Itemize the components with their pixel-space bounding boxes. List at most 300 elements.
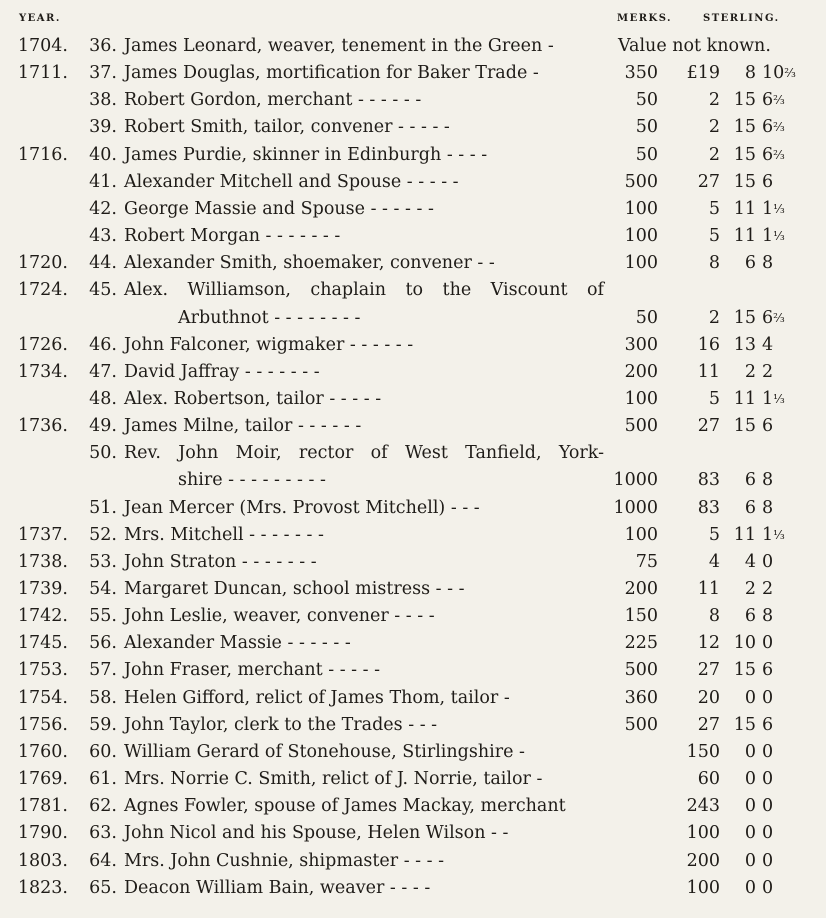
row-pounds: 2 xyxy=(708,90,720,111)
row-number: 36. xyxy=(89,36,117,56)
row-leader-dots: - - - - - xyxy=(406,171,459,192)
row-pounds: 16 xyxy=(697,334,720,355)
row-pence xyxy=(762,796,802,816)
table-row xyxy=(0,715,826,742)
table-row xyxy=(0,660,826,687)
row-pence-value: 8 xyxy=(762,497,774,518)
row-leader-dots: - - - - xyxy=(394,606,435,627)
row-description xyxy=(124,253,495,273)
row-pence xyxy=(762,90,802,110)
row-number: 52. xyxy=(89,524,117,545)
row-value-note: Value not known. xyxy=(618,36,771,56)
row-year: 1753. xyxy=(17,660,68,681)
row-pounds: 12 xyxy=(697,633,720,654)
row-pounds: 11 xyxy=(697,361,720,382)
row-shillings: 0 xyxy=(744,769,756,790)
row-pounds: 8 xyxy=(708,606,720,627)
row-description: Alex. Williamson, chaplain to the Viscount of xyxy=(124,280,604,301)
row-pence-fraction: ⅔ xyxy=(773,147,784,162)
row-leader-dots: - - - - - xyxy=(328,660,381,681)
row-pounds: 2 xyxy=(708,144,720,165)
row-pounds: 5 xyxy=(708,226,720,247)
table-row xyxy=(0,36,826,63)
row-shillings: 6 xyxy=(744,470,756,491)
row-pence-value: 6 xyxy=(762,660,774,681)
row-description-text: Margaret Duncan, school mistress xyxy=(124,579,431,599)
row-pence-fraction: ⅔ xyxy=(773,120,784,135)
table-row xyxy=(0,742,826,769)
row-description xyxy=(124,660,380,680)
row-pence xyxy=(762,416,802,436)
table-row xyxy=(0,498,826,525)
row-description-text: William Gerard of Stonehouse, Stirlingshire xyxy=(124,741,514,762)
row-shillings: 15 xyxy=(733,307,756,328)
row-shillings: 6 xyxy=(744,253,756,274)
table-row xyxy=(0,308,826,335)
row-description-text: Robert Morgan xyxy=(124,226,260,247)
row-description-text: John Leslie, weaver, convener xyxy=(124,606,389,627)
table-row xyxy=(0,63,826,90)
row-year: 1711. xyxy=(17,63,68,84)
row-pence xyxy=(762,253,802,273)
table-row xyxy=(0,525,826,552)
row-merks: 75 xyxy=(635,551,658,572)
row-leader-dots: - - - - - - xyxy=(349,334,414,355)
row-shillings: 0 xyxy=(744,796,756,817)
row-year: 1803. xyxy=(17,850,68,871)
row-pence-fraction: ⅔ xyxy=(784,66,795,81)
row-pence-value: 0 xyxy=(762,796,774,817)
row-number: 54. xyxy=(89,579,117,599)
row-leader-dots: - - - xyxy=(408,714,438,735)
row-description xyxy=(124,335,413,355)
table-row xyxy=(0,796,826,823)
row-year: 1737. xyxy=(17,524,68,545)
table-row xyxy=(0,823,826,850)
row-year: 1781. xyxy=(17,796,68,817)
row-leader-dots: - - - - - - - xyxy=(249,524,324,545)
row-description xyxy=(124,552,317,572)
row-shillings: 0 xyxy=(744,850,756,871)
row-number: 42. xyxy=(89,198,117,219)
row-pence xyxy=(762,878,802,898)
row-description-text: Mrs. Norrie C. Smith, relict of J. Norrie, tailor xyxy=(124,769,531,790)
row-pence xyxy=(762,389,802,409)
row-pence-value: 0 xyxy=(762,850,774,871)
row-description-text: James Milne, tailor xyxy=(124,416,293,437)
row-pence-value: 10 xyxy=(762,63,785,84)
row-pence-value: 1 xyxy=(762,226,774,247)
header-year: YEAR. xyxy=(19,13,61,24)
row-description xyxy=(124,525,324,545)
row-merks: 350 xyxy=(624,63,658,84)
row-number: 48. xyxy=(89,388,117,409)
table-row xyxy=(0,606,826,633)
row-description xyxy=(124,226,340,246)
row-year: 1742. xyxy=(17,606,68,627)
row-merks: 1000 xyxy=(613,470,658,491)
row-pence-fraction: ⅔ xyxy=(773,93,784,108)
row-description-text: Agnes Fowler, spouse of James Mackay, merchant xyxy=(124,796,566,817)
row-year: 1745. xyxy=(17,633,68,654)
row-pence-value: 0 xyxy=(762,741,774,762)
row-merks: 360 xyxy=(624,687,658,708)
row-year: 1756. xyxy=(17,714,68,735)
row-year: 1738. xyxy=(17,551,68,572)
row-shillings: 11 xyxy=(733,198,756,219)
row-pence-value: 6 xyxy=(762,307,774,328)
row-leader-dots: - - - - - - - - xyxy=(274,307,361,328)
row-description-text: James Purdie, skinner in Edinburgh xyxy=(124,144,442,165)
row-pence-value: 8 xyxy=(762,253,774,274)
row-description-text: John Falconer, wigmaker xyxy=(124,334,345,355)
row-shillings: 15 xyxy=(733,90,756,111)
row-pounds: 2 xyxy=(708,307,720,328)
row-description xyxy=(124,715,437,735)
row-pounds: 4 xyxy=(708,551,720,572)
row-pounds: 243 xyxy=(686,796,720,817)
row-pence xyxy=(762,742,802,762)
row-merks: 200 xyxy=(624,579,658,599)
row-pence-value: 6 xyxy=(762,117,774,138)
row-description-text: Alexander Mitchell and Spouse xyxy=(124,171,402,192)
row-year: 1760. xyxy=(17,741,68,762)
table-row xyxy=(0,633,826,660)
table-row xyxy=(0,470,826,497)
row-number: 47. xyxy=(89,361,117,382)
row-number: 60. xyxy=(89,741,117,762)
row-pence-value: 1 xyxy=(762,198,774,219)
row-pounds: 83 xyxy=(697,497,720,518)
row-pence xyxy=(762,525,802,545)
row-pence xyxy=(762,63,802,83)
row-shillings: 15 xyxy=(733,117,756,138)
row-pence-value: 8 xyxy=(762,606,774,627)
row-leader-dots: - - - xyxy=(450,497,480,518)
row-number: 57. xyxy=(89,660,117,681)
row-number: 65. xyxy=(89,877,117,898)
row-leader-dots: - - - - - - - xyxy=(244,361,320,382)
row-leader-dots: - - - - - - xyxy=(297,416,362,437)
row-pounds: 5 xyxy=(708,524,720,545)
row-pence-value: 0 xyxy=(762,687,774,708)
row-pounds: 150 xyxy=(686,741,720,762)
table-row xyxy=(0,443,826,470)
row-pounds: 27 xyxy=(697,171,720,192)
row-description-text: Arbuthnot xyxy=(178,307,269,328)
table-row xyxy=(0,335,826,362)
row-pence-value: 2 xyxy=(762,361,774,382)
row-description xyxy=(124,796,566,816)
row-description xyxy=(124,199,434,219)
row-pounds: 11 xyxy=(697,579,720,599)
row-pence xyxy=(762,688,802,708)
row-pence-value: 0 xyxy=(762,877,774,898)
row-merks: 500 xyxy=(624,171,658,192)
row-shillings: 15 xyxy=(733,714,756,735)
row-leader-dots: - - - xyxy=(435,579,465,599)
row-pounds: £19 xyxy=(686,63,720,84)
row-description: Rev. John Moir, rector of West Tanfield, York- xyxy=(124,443,604,464)
row-pence-value: 2 xyxy=(762,579,774,599)
row-merks: 300 xyxy=(624,334,658,355)
row-pounds: 5 xyxy=(708,198,720,219)
row-leader-dots: - - - - - xyxy=(398,117,450,138)
row-shillings: 6 xyxy=(744,497,756,518)
row-leader-dots: - xyxy=(503,687,510,708)
row-number: 49. xyxy=(89,416,117,437)
row-number: 61. xyxy=(89,769,117,790)
row-leader-dots: - - xyxy=(491,823,509,844)
row-pence xyxy=(762,851,802,871)
table-row xyxy=(0,117,826,144)
row-leader-dots: - - - - xyxy=(403,850,445,871)
row-pence-fraction: ⅔ xyxy=(773,310,784,325)
row-number: 46. xyxy=(89,334,117,355)
row-number: 59. xyxy=(89,714,117,735)
row-pence xyxy=(762,715,802,735)
row-year: 1704. xyxy=(17,36,68,56)
row-pence xyxy=(762,579,802,599)
row-leader-dots: - xyxy=(547,36,554,56)
row-description-text: James Douglas, mortification for Baker Trade xyxy=(124,63,528,84)
row-pence xyxy=(762,769,802,789)
row-shillings: 0 xyxy=(744,877,756,898)
row-pence xyxy=(762,308,802,328)
row-shillings: 2 xyxy=(744,579,756,599)
row-description xyxy=(124,769,542,789)
row-leader-dots: - - - - - - xyxy=(357,90,422,111)
row-description xyxy=(124,117,450,137)
row-description-text: Robert Gordon, merchant xyxy=(124,90,353,111)
row-pounds: 60 xyxy=(697,769,720,790)
row-pounds: 100 xyxy=(686,823,720,844)
row-merks: 150 xyxy=(624,606,658,627)
row-shillings: 15 xyxy=(733,171,756,192)
row-pence-value: 6 xyxy=(762,90,774,111)
row-pence-value: 0 xyxy=(762,823,774,844)
row-number: 41. xyxy=(89,171,117,192)
row-pence xyxy=(762,172,802,192)
row-number: 38. xyxy=(89,90,117,111)
table-row xyxy=(0,389,826,416)
row-leader-dots: - - - - xyxy=(389,877,431,898)
table-row xyxy=(0,172,826,199)
row-pounds: 2 xyxy=(708,117,720,138)
row-pence xyxy=(762,335,802,355)
row-pounds: 83 xyxy=(697,470,720,491)
row-number: 62. xyxy=(89,796,117,817)
row-pence xyxy=(762,226,802,246)
row-description xyxy=(124,878,430,898)
header-sterling: STERLING. xyxy=(703,13,780,24)
row-description-text: Alex. Robertson, tailor xyxy=(124,388,324,409)
row-number: 40. xyxy=(89,144,117,165)
row-leader-dots: - - - - xyxy=(446,144,488,165)
row-merks: 100 xyxy=(624,388,658,409)
row-shillings: 0 xyxy=(744,741,756,762)
row-description xyxy=(124,90,421,110)
table-row xyxy=(0,280,826,307)
row-pence-fraction: ⅓ xyxy=(773,527,784,542)
row-year: 1823. xyxy=(17,877,68,898)
row-number: 64. xyxy=(89,850,117,871)
table-row xyxy=(0,362,826,389)
row-description xyxy=(124,579,465,599)
row-description xyxy=(124,36,554,56)
row-pounds: 8 xyxy=(708,253,720,274)
row-pence xyxy=(762,633,802,653)
row-shillings: 8 xyxy=(744,63,756,84)
row-description xyxy=(124,63,539,83)
row-description-text: David Jaffray xyxy=(124,361,240,382)
row-year: 1769. xyxy=(17,769,68,790)
row-pence xyxy=(762,470,802,490)
row-pounds: 100 xyxy=(686,877,720,898)
row-shillings: 15 xyxy=(733,660,756,681)
row-shillings: 10 xyxy=(733,633,756,654)
row-pence-value: 6 xyxy=(762,416,774,437)
table-row xyxy=(0,90,826,117)
table-row xyxy=(0,253,826,280)
row-pence xyxy=(762,145,802,165)
row-description-text: John Nicol and his Spouse, Helen Wilson xyxy=(124,823,486,844)
row-description-text: James Leonard, weaver, tenement in the Green xyxy=(124,36,543,56)
row-merks: 50 xyxy=(635,90,658,111)
row-pounds: 27 xyxy=(697,660,720,681)
row-leader-dots: - xyxy=(532,63,539,84)
row-pence-fraction: ⅓ xyxy=(773,229,784,244)
row-merks: 1000 xyxy=(613,497,658,518)
row-leader-dots: - xyxy=(536,769,543,790)
table-row xyxy=(0,579,826,606)
row-pounds: 27 xyxy=(697,416,720,437)
row-pence-value: 0 xyxy=(762,551,774,572)
row-shillings: 13 xyxy=(733,334,756,355)
row-description-text: Alexander Smith, shoemaker, convener xyxy=(124,253,472,274)
row-pence-value: 0 xyxy=(762,633,774,654)
table-row xyxy=(0,226,826,253)
row-description-text: shire xyxy=(178,470,223,491)
row-description xyxy=(124,362,320,382)
row-shillings: 0 xyxy=(744,687,756,708)
row-leader-dots: - xyxy=(519,741,525,762)
table-row xyxy=(0,769,826,796)
row-description xyxy=(124,145,487,165)
row-merks: 500 xyxy=(624,714,658,735)
row-merks: 100 xyxy=(624,253,658,274)
row-description-text: John Taylor, clerk to the Trades xyxy=(124,714,403,735)
row-description xyxy=(178,470,326,490)
row-description-text: Alexander Massie xyxy=(124,633,282,654)
row-pence xyxy=(762,552,802,572)
row-merks: 100 xyxy=(624,524,658,545)
row-description xyxy=(124,172,459,192)
row-pence-value: 8 xyxy=(762,470,774,491)
row-pence-fraction: ⅓ xyxy=(773,391,784,406)
row-year: 1739. xyxy=(17,579,68,599)
row-pence xyxy=(762,606,802,626)
row-description xyxy=(124,688,510,708)
row-year: 1726. xyxy=(17,334,68,355)
row-merks: 200 xyxy=(624,361,658,382)
row-pence-value: 0 xyxy=(762,769,774,790)
header-merks: MERKS. xyxy=(617,13,673,24)
row-number: 51. xyxy=(89,497,117,518)
row-description xyxy=(124,633,351,653)
row-number: 44. xyxy=(89,253,117,274)
row-shillings: 6 xyxy=(744,606,756,627)
row-pence-fraction: ⅓ xyxy=(773,201,784,216)
row-merks: 50 xyxy=(635,144,658,165)
row-description xyxy=(124,389,381,409)
row-description-text: George Massie and Spouse xyxy=(124,198,365,219)
row-leader-dots: - - - - - - xyxy=(287,633,351,654)
row-number: 53. xyxy=(89,551,117,572)
table-row xyxy=(0,416,826,443)
row-leader-dots: - - - - - - xyxy=(370,198,434,219)
table-row xyxy=(0,851,826,878)
row-leader-dots: - - - - - xyxy=(329,388,382,409)
row-description xyxy=(178,308,360,328)
row-shillings: 11 xyxy=(733,388,756,409)
row-pounds: 5 xyxy=(708,388,720,409)
row-shillings: 15 xyxy=(733,416,756,437)
table-row xyxy=(0,878,826,905)
row-shillings: 4 xyxy=(744,551,756,572)
row-description-text: Mrs. John Cushnie, shipmaster xyxy=(124,850,399,871)
row-pence-value: 1 xyxy=(762,524,774,545)
row-pence xyxy=(762,498,802,518)
table-row xyxy=(0,145,826,172)
row-number: 37. xyxy=(89,63,117,84)
row-description-text: Helen Gifford, relict of James Thom, tailor xyxy=(124,687,499,708)
row-description xyxy=(124,606,435,626)
row-merks: 50 xyxy=(635,307,658,328)
row-number: 56. xyxy=(89,633,117,654)
row-merks: 500 xyxy=(624,416,658,437)
row-merks: 100 xyxy=(624,198,658,219)
row-merks: 50 xyxy=(635,117,658,138)
row-pence xyxy=(762,362,802,382)
row-pence-value: 4 xyxy=(762,334,774,355)
row-description-text: Jean Mercer (Mrs. Provost Mitchell) xyxy=(124,497,446,518)
row-description xyxy=(124,498,480,518)
row-number: 39. xyxy=(89,117,117,138)
table-row xyxy=(0,552,826,579)
row-pence xyxy=(762,199,802,219)
row-description xyxy=(124,742,525,762)
row-shillings: 11 xyxy=(733,226,756,247)
row-number: 63. xyxy=(89,823,117,844)
row-leader-dots: - - - - - - - xyxy=(241,551,317,572)
row-pounds: 20 xyxy=(697,687,720,708)
row-description-text: Mrs. Mitchell xyxy=(124,524,244,545)
row-shillings: 2 xyxy=(744,361,756,382)
row-description-text: John Fraser, merchant xyxy=(124,660,323,681)
row-leader-dots: - - - - - - - - - xyxy=(228,470,326,491)
row-description xyxy=(124,416,361,436)
row-number: 55. xyxy=(89,606,117,627)
row-description-text: John Straton xyxy=(124,551,237,572)
row-year: 1720. xyxy=(17,253,68,274)
row-year: 1790. xyxy=(17,823,68,844)
row-pounds: 200 xyxy=(686,850,720,871)
row-number: 45. xyxy=(89,280,117,301)
row-year: 1724. xyxy=(17,280,68,301)
row-pence-value: 6 xyxy=(762,714,774,735)
row-description xyxy=(124,823,508,843)
